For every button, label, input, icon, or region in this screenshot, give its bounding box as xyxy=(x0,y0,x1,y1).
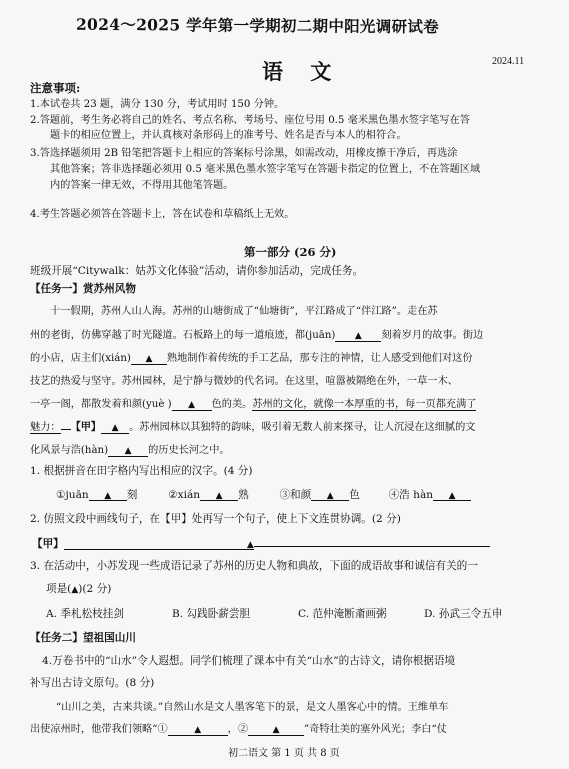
notice-item-3-cont2: 内的答案一律无效，不得用其他笔答题。 xyxy=(50,180,234,191)
question-3-option-b: B. 勾践卧薪尝胆 xyxy=(172,608,251,620)
answer-marker: ▲ xyxy=(188,400,196,410)
question-1-options: ①juān ▲ 刻 ②xián ▲ 熟 ③和颜 ▲ 色 ④浩 hàn ▲ xyxy=(56,487,536,502)
passage-line-4: 技艺的热爱与坚守。苏州园林，是宁静与微妙的代名词。在这里，喧嚣被隔绝在外，一草一木、 xyxy=(30,376,458,387)
question-3-stem: 3. 在活动中，小苏发现一些成语记录了苏州的历史人物和典故，下面的成语故事和诚信有关的一 xyxy=(30,560,478,572)
passage-line-6: 魅力： 【甲】 ▲ 。苏州园林以其独特的韵味，吸引着无数人前来探寻，让人沉浸在这细腻的文 xyxy=(30,418,476,434)
exam-date: 2024.11 xyxy=(492,56,525,67)
question-3-option-a: A. 季札松枝挂剑 xyxy=(46,608,124,620)
notice-item-2-cont: 题卡的相应位置上，并认真核对条形码上的准考号、姓名是否与本人的相符合。 xyxy=(50,130,407,141)
passage-line-5: 一亭一阁，都散发着和颜(yuè ) ▲ 色的美。苏州的文化，就像一本厚重的书，每一页都充满了 xyxy=(30,399,477,410)
passage-line-2: 州的老街，仿佛穿越了时光隧道。石板路上的每一道痕迹，都(juān) ▲ 刻着岁月的故事。街边 xyxy=(30,330,484,341)
notice-heading: 注意事项: xyxy=(30,81,81,95)
notice-item-3-cont: 其他答案；答非选择题必须用 0.5 毫米黑色墨水签字笔写在答题卡指定的位置上，不在答题区域 xyxy=(50,164,481,175)
page-footer: 初二语文 第 1 页 共 8 页 xyxy=(228,748,340,759)
question-4-stem-2: 补写出古诗文原句。(8 分) xyxy=(30,677,155,689)
question-4-stem: 4.万卷书中的“山水”令人遐想。同学们梳理了课本中有关“山水”的古诗文，请你根据语境 xyxy=(42,655,456,667)
answer-marker: ▲ xyxy=(111,423,119,433)
answer-marker: ▲ xyxy=(354,331,362,341)
subject-title: 语 文 xyxy=(262,59,342,84)
notice-item-4: 4.考生答题必须答在答题卡上，答在试卷和草稿纸上无效。 xyxy=(30,209,295,220)
task1-title: 【任务一】赏苏州风物 xyxy=(30,283,136,295)
passage-line-3: 的小店，店主们(xián) ▲ 熟地制作着传统的手工艺品，那专注的神情，让人感受到他们对这份 xyxy=(30,353,473,364)
notice-item-3: 3.答选择题须用 2B 铅笔把答题卡上相应的答案标号涂黑，如需改动，用橡皮擦干净后，再选涂 xyxy=(30,148,458,159)
question-3-option-d: D. 孙武三令五申 xyxy=(424,608,503,620)
notice-item-1: 1.本试卷共 23 题，满分 130 分，考试用时 150 分钟。 xyxy=(30,99,285,110)
underlined-sentence: 苏州的文化，就像一本厚重的书，每一页都充满了 xyxy=(252,399,477,410)
section-title: 第一部分 (26 分) xyxy=(244,245,337,259)
passage-line-1: 十一假期，苏州人山人海。苏州的山塘街成了“仙塘街”，平江路成了“伴江路”。走在苏 xyxy=(50,306,438,317)
question-4-line-2: 出使凉州时，他带我们领略“① ▲ ，② ▲ ”奇特壮美的塞外风光；李白“仗 xyxy=(30,724,447,735)
section-intro: 班级开展“Citywalk：姑苏文化体验”活动，请你参加活动，完成任务。 xyxy=(30,265,364,277)
question-1-stem: 1. 根据拼音在田字格内写出相应的汉字。(4 分) xyxy=(30,465,253,477)
notice-item-2: 2.答题前，考生务必将自己的姓名、考点名称、考场号、座位号用 0.5 毫米黑色墨水签字笔写在答 xyxy=(30,115,470,126)
question-4-line-1: “山川之美，古来共谈。”自然山水是文人墨客笔下的景，是文人墨客心中的情。王维单车 xyxy=(56,702,449,713)
question-2-answer-line: 【甲】 ▲ xyxy=(32,535,502,551)
question-3-option-c: C. 范仲淹断齑画粥 xyxy=(298,608,387,620)
task2-title: 【任务二】望祖国山川 xyxy=(30,632,136,644)
question-3-stem-2: 项是(▲)(2 分) xyxy=(46,583,112,595)
answer-marker: ▲ xyxy=(145,354,153,364)
passage-line-7: 化风景与浩(hàn) ▲ 的历史长河之中。 xyxy=(30,445,230,456)
exam-title: 2024～2025 学年第一学期初二期中阳光调研试卷 xyxy=(75,14,440,37)
answer-marker: ▲ xyxy=(124,446,132,456)
question-2-stem: 2. 仿照文段中画线句子，在【甲】处再写一个句子，使上下文连贯协调。(2 分) xyxy=(30,513,401,525)
